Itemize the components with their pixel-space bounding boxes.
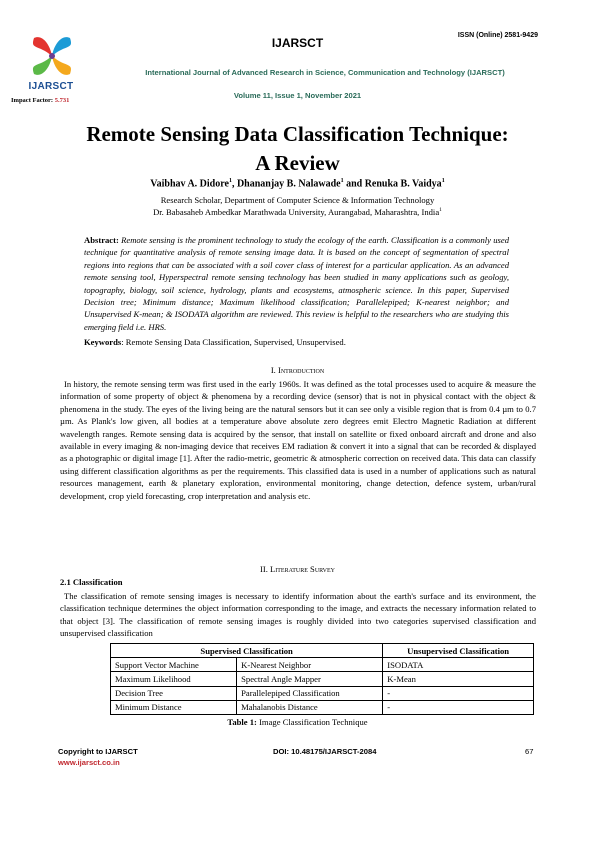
table-cell: Spectral Angle Mapper xyxy=(237,672,383,686)
table-cell: Mahalanobis Distance xyxy=(237,700,383,714)
title-line-2: A Review xyxy=(255,151,340,175)
author-sep: and xyxy=(343,178,365,190)
table-cell: Parallelepiped Classification xyxy=(237,686,383,700)
header-unsupervised: Unsupervised Classification xyxy=(383,644,534,658)
table-cell: K-Nearest Neighbor xyxy=(237,658,383,672)
author-1: Vaibhav A. Didore xyxy=(150,178,229,190)
journal-logo xyxy=(24,30,80,82)
footer-url-link[interactable]: www.ijarsct.co.in xyxy=(58,758,120,767)
impact-value: 5.731 xyxy=(54,97,70,104)
affiliation-line-2 xyxy=(0,207,595,217)
affiliation-line-1: Research Scholar, Department of Computer Science & Information Technology xyxy=(160,195,435,205)
logo-text: IJARSCT xyxy=(28,81,74,92)
affiliation-text: Dr. Babasaheb Ambedkar Marathwada University, Aurangabad, Maharashtra, India xyxy=(153,207,440,217)
table-caption xyxy=(0,717,595,727)
table-cell: Maximum Likelihood xyxy=(111,672,237,686)
intro-heading: I. Introduction xyxy=(270,365,325,375)
caption-text: Image Classification Technique xyxy=(256,717,368,727)
page-number: 67 xyxy=(525,747,534,756)
issn: ISSN (Online) 2581-9429 xyxy=(457,32,538,39)
table-row xyxy=(111,686,534,700)
author-1-affil: 1 xyxy=(228,178,232,184)
table-row xyxy=(111,700,534,714)
abstract-label: Abstract: xyxy=(84,235,119,245)
keywords xyxy=(84,337,509,347)
table-cell: Decision Tree xyxy=(111,686,237,700)
volume-issue: Volume 11, Issue 1, November 2021 xyxy=(233,91,362,100)
author-3: Renuka B. Vaidya xyxy=(364,178,442,190)
keywords-label: Keywords xyxy=(84,337,122,347)
table-header-row xyxy=(111,644,534,658)
paper-title xyxy=(40,120,555,178)
author-list xyxy=(0,178,595,189)
intro-paragraph: In history, the remote sensing term was first used in the early 1960s. It was defined as the total processes used to acquire & measure the information of some property of object & phenomena by a recording device (sensor) that is not in physical contact with the object & phenomena in the study. The eyes of the living being are the natural sensors but it can see only a visible region that is from 0.4 µm to 0.7 µm. As Plank's low given, all bodies at a temperature above absolute zero degrees emit Electro Magnetic Radiation at different wavelength ranges. Remote sensing data is acquired by the sensor, that install on satellite or fixed onboard aircraft and drone and also available in every imaging & non-imaging device that receives EM radiation & convert it into a signal that can be recorded & displayed as a photographic or digital image [1]. After the radio-metric, geometric & atmospheric correction on received data. This data can classify using different classification algorithms as per the requirements. This classified data is used in a number of applications such as natural resources management, earth & planetary exploration, environmental monitoring, change detection, defence system, urban/rural development, crop yield forecasting, crop interpretation and analysis etc. xyxy=(60,379,536,501)
abstract-text: Remote sensing is the prominent technology to study the ecology of the earth. Classification is a commonly used technique for quantitative analysis of remote sensing image data. It is based on the concept of segmentation of spectral regions into regions that can be associated with a soil cover class of interest for a particular application. As an advanced remote sensing tool, Hyperspectral remote sensing technology has been studied in many applications such as geology, topography, biology, soil science, hydrology, plants and ecosystems, atmospheric science. In this paper, Supervised Decision tree; Minimum distance; Maximum likelihood classification; Parallelepiped; K-nearest neighbor; and Unsupervised K-mean; & ISODATA algorithm are reviewed. This review is helpful to the researchers who are studying this emerging field i.e. HRS. xyxy=(84,235,509,332)
table-cell: ISODATA xyxy=(383,658,534,672)
table-cell: Minimum Distance xyxy=(111,700,237,714)
affiliation-sup: 1 xyxy=(439,207,442,214)
author-2-affil: 1 xyxy=(340,178,344,184)
table-cell: Support Vector Machine xyxy=(111,658,237,672)
classification-subheading: 2.1 Classification xyxy=(60,577,123,587)
table-cell: - xyxy=(383,686,534,700)
footer-copyright: Copyright to IJARSCT xyxy=(58,747,138,756)
header-supervised: Supervised Classification xyxy=(111,644,383,658)
table-row xyxy=(111,658,534,672)
literature-heading: II. Literature Survey xyxy=(259,564,336,574)
keywords-text: : Remote Sensing Data Classification, Supervised, Unsupervised. xyxy=(121,337,346,347)
table-row xyxy=(111,672,534,686)
title-line-1: Remote Sensing Data Classification Technique: xyxy=(86,122,509,146)
footer-doi: DOI: 10.48175/IJARSCT-2084 xyxy=(273,747,377,756)
journal-name: International Journal of Advanced Research in Science, Communication and Technology (IJARSCT) xyxy=(145,68,505,77)
classification-paragraph: The classification of remote sensing images is necessary to identify information about the earth's surface and its environment, the classification technique determines the object information corresponding to the image, and extracts the necessary information related to that object [3]. The classification of remote sensing images is roughly divided into two categories supervised classification and unsupervised classification xyxy=(60,591,536,639)
author-sep: , xyxy=(231,178,237,190)
table-cell: K-Mean xyxy=(383,672,534,686)
author-2: Dhananjay B. Nalawade xyxy=(236,178,341,190)
logo-icon xyxy=(24,30,80,82)
table-cell: - xyxy=(383,700,534,714)
impact-label: Impact Factor: xyxy=(11,97,55,104)
journal-code: IJARSCT xyxy=(271,36,324,50)
caption-label: Table 1: xyxy=(227,717,257,727)
classification-table xyxy=(110,643,534,715)
abstract xyxy=(84,234,509,333)
author-3-affil: 1 xyxy=(441,178,445,184)
